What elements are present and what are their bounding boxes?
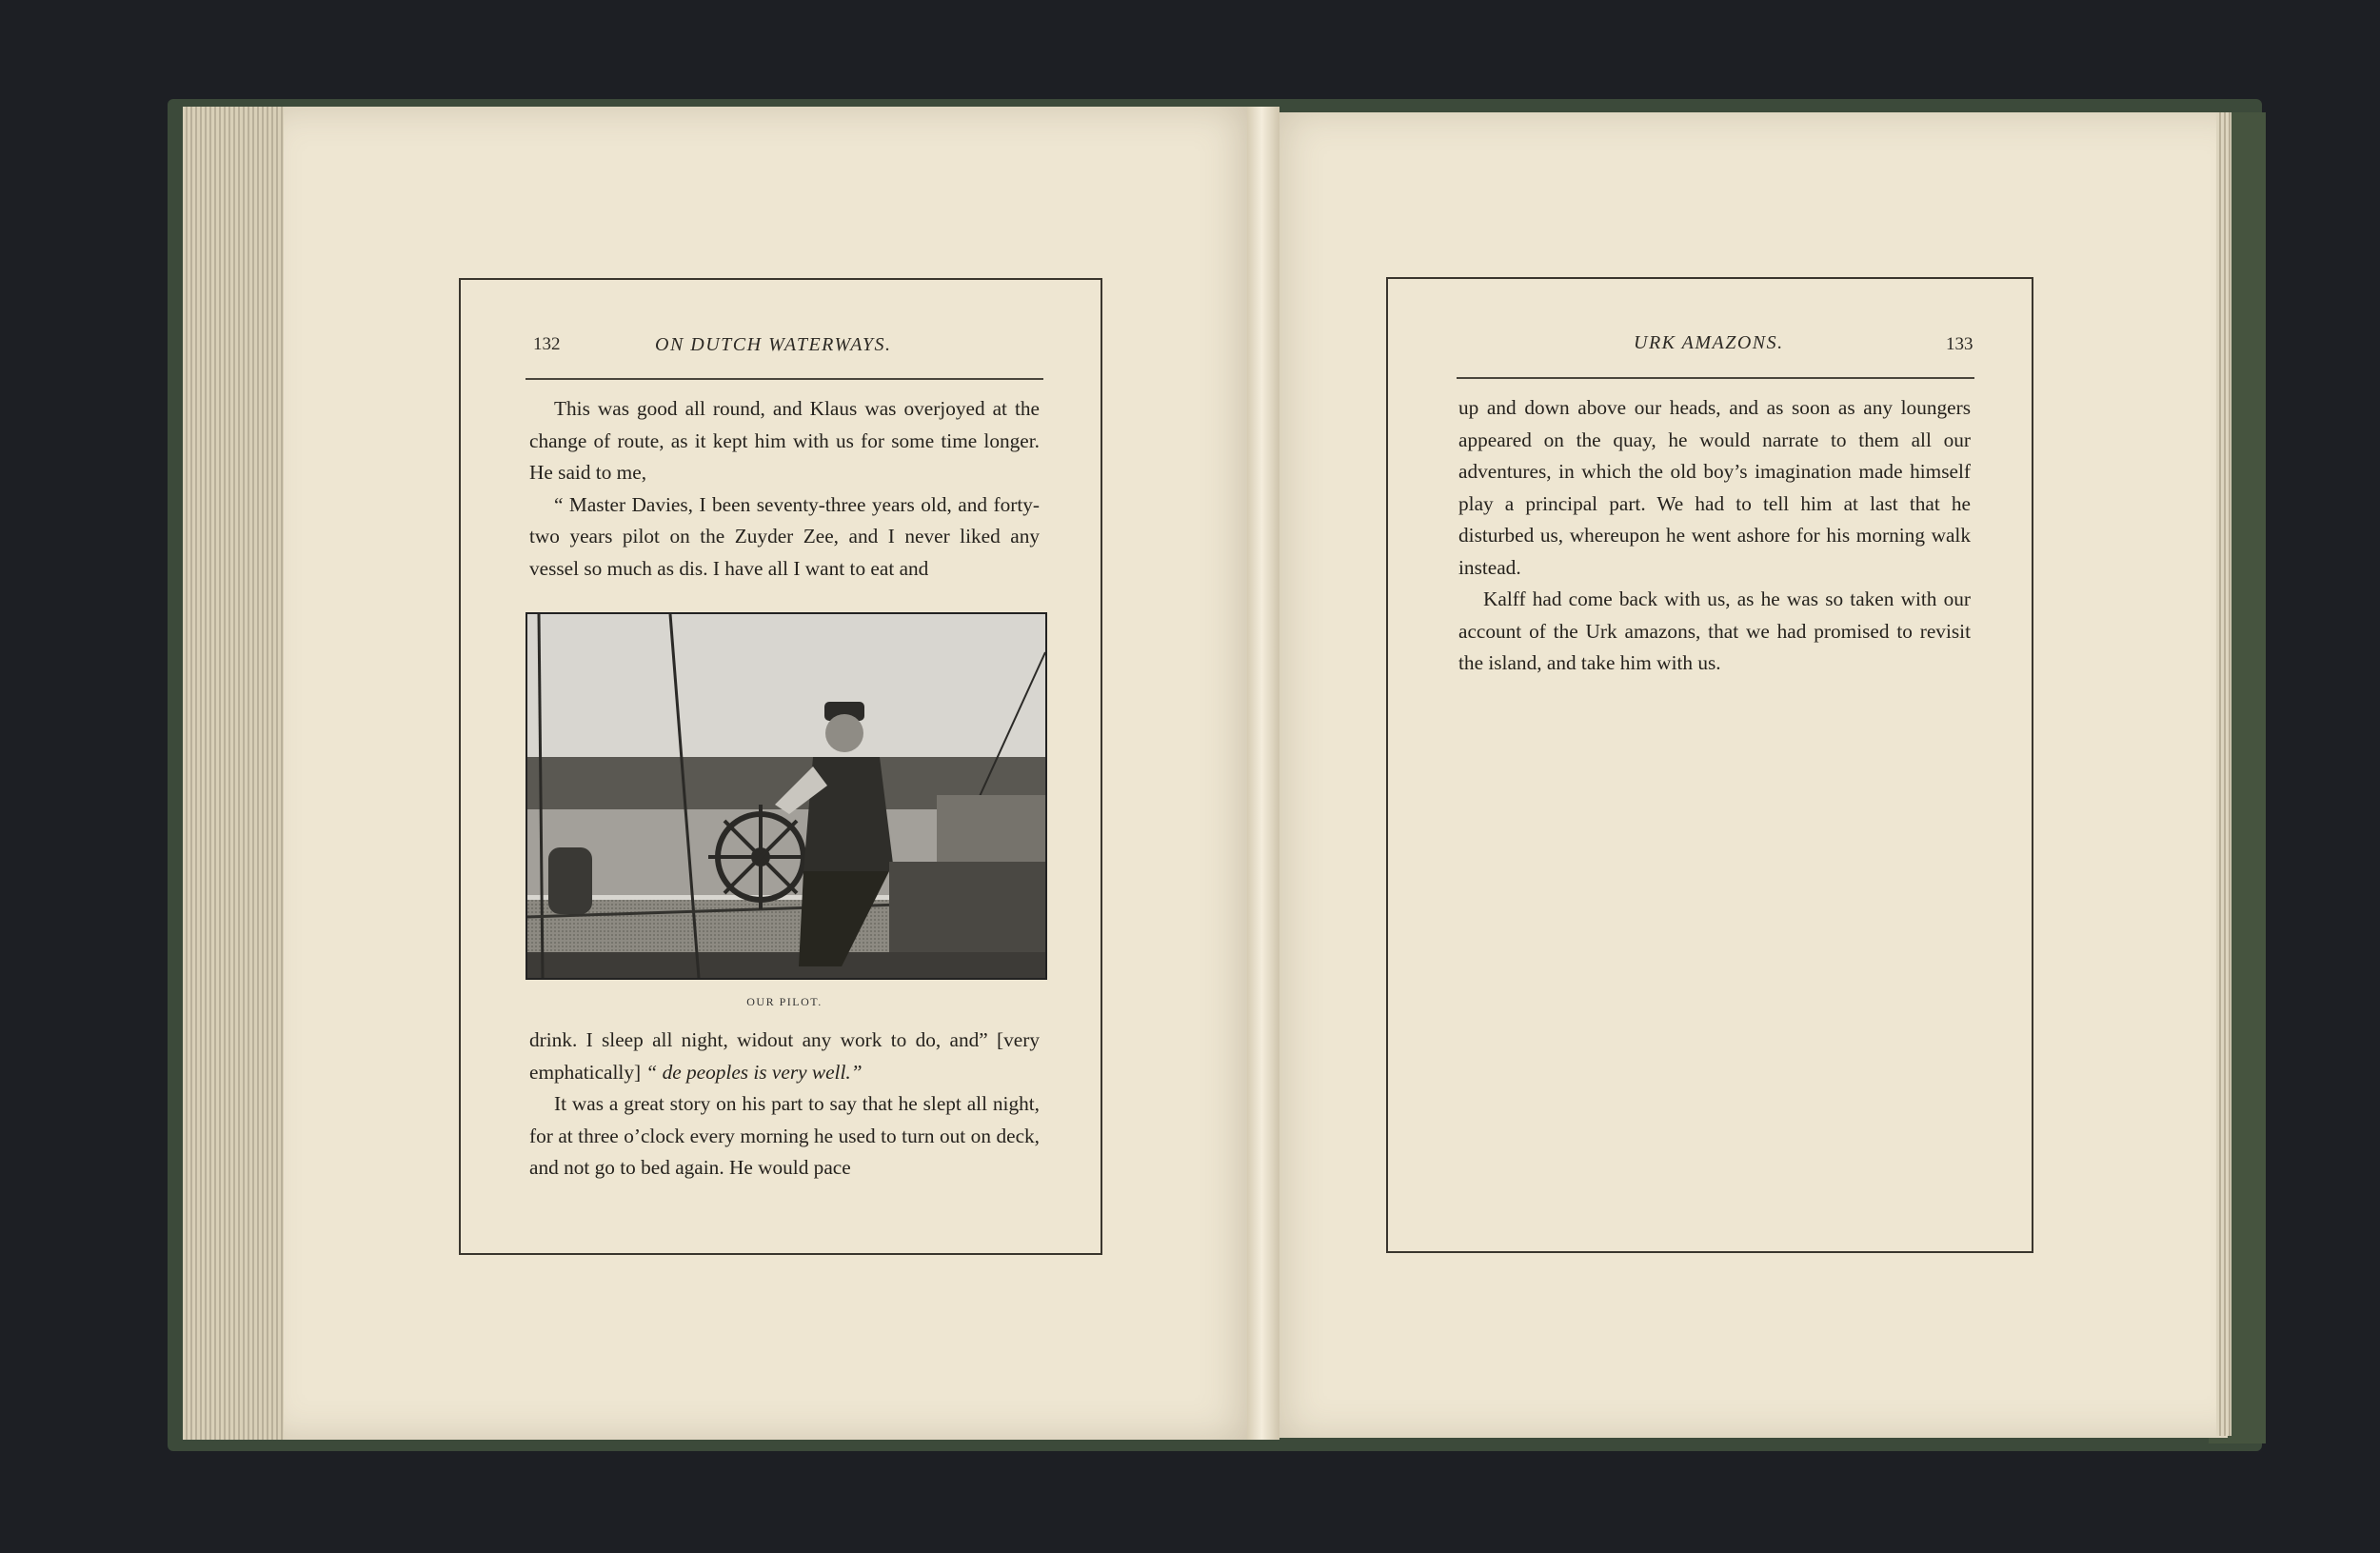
left-text-top	[529, 393, 1040, 585]
right-head-rule	[1457, 377, 1974, 379]
illustration-caption: OUR PILOT.	[746, 995, 823, 1008]
illus-cabin	[937, 795, 1045, 862]
left-text-bottom	[529, 1025, 1040, 1185]
paragraph: up and down above our heads, and as soon as any loungers appeared on the quay, he would narrate to them all our adventures, in which the old boy’s imagination made himself play a principal part. We had to tell him at last that he disturbed us, whereupon he went ashore for his morning walk instead.	[1458, 396, 1971, 579]
book-gutter	[1247, 107, 1279, 1440]
paragraph: Kalff had come back with us, as he was so taken with our account of the Urk amazons, that we had promised to revisit the island, and take him with us.	[1458, 587, 1971, 674]
paragraph: It was a great story on his part to say that he slept all night, for at three o’clock every morning he used to turn out on deck, and not go to bed again. He would pace	[529, 1092, 1040, 1179]
paragraph: This was good all round, and Klaus was overjoyed at the change of route, as it kept him with us for some time longer. He said to me,	[529, 397, 1040, 484]
illus-binnacle	[548, 847, 592, 914]
paragraph-text: drink. I sleep all night, widout any work to do, and” [very emphatically]	[529, 1028, 1040, 1084]
page-edges-right	[2216, 112, 2231, 1436]
left-running-title: ON DUTCH WATERWAYS.	[655, 334, 892, 355]
paragraph	[529, 1025, 1040, 1088]
illus-deck-shadow	[527, 952, 1045, 978]
illus-pilot-head	[825, 714, 863, 752]
italic-quote: “ de peoples is very well.”	[645, 1060, 863, 1084]
left-page-number: 132	[533, 334, 561, 354]
page-edges-left	[183, 107, 288, 1440]
right-running-title: URK AMAZONS.	[1634, 332, 1784, 353]
illus-deckhouse	[889, 862, 1045, 952]
pilot-illustration	[526, 612, 1047, 980]
left-head-rule	[526, 378, 1043, 380]
paragraph: “ Master Davies, I been seventy-three years old, and forty-two years pilot on the Zuyder Zee, and I never liked any vessel so much as dis. I have all I want to eat and	[529, 492, 1040, 580]
right-page-number: 133	[1946, 334, 1973, 354]
right-text	[1458, 392, 1971, 680]
